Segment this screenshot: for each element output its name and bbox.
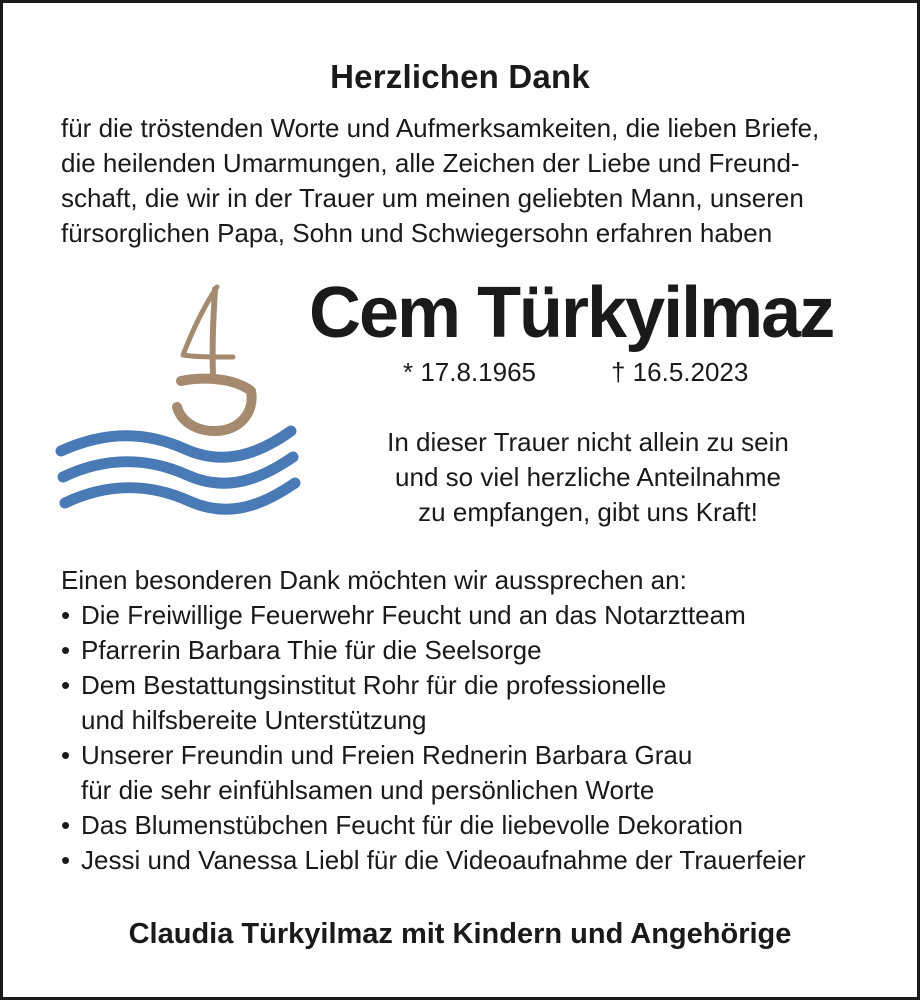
verse <box>333 425 843 530</box>
bullet: • <box>61 600 71 630</box>
sailboat-waves-icon <box>55 281 305 521</box>
list-item <box>61 738 806 808</box>
death-date: † 16.5.2023 <box>611 357 749 387</box>
waves-icon <box>61 431 295 509</box>
list-item-text: Die Freiwillige Feuerwehr Feucht und an das Notarztteam <box>81 600 746 630</box>
list-item <box>61 808 806 843</box>
bullet: • <box>61 810 71 840</box>
intro-line: fürsorglichen Papa, Sohn und Schwiegersohn erfahren haben <box>61 218 773 248</box>
thanks-list <box>61 598 806 878</box>
heading: Herzlichen Dank <box>330 58 590 95</box>
list-item-text: Jessi und Vanessa Liebl für die Videoaufnahme der Trauerfeier <box>81 845 806 875</box>
list-item-text: Das Blumenstübchen Feucht für die liebevolle Dekoration <box>81 810 743 840</box>
deceased-name: Cem Türkyilmaz <box>309 273 834 353</box>
signature: Claudia Türkyilmaz mit Kindern und Angehörige <box>128 918 792 950</box>
bullet: • <box>61 670 71 700</box>
verse-line: und so viel herzliche Anteilnahme <box>395 462 781 492</box>
bullet: • <box>61 845 71 875</box>
list-item-text: Dem Bestattungsinstitut Rohr für die professionelle <box>81 670 667 700</box>
intro-line: schaft, die wir in der Trauer um meinen geliebten Mann, unseren <box>61 183 804 213</box>
birth-date: * 17.8.1965 <box>403 357 537 387</box>
verse-line: In dieser Trauer nicht allein zu sein <box>387 427 789 457</box>
bullet: • <box>61 635 71 665</box>
intro-line: für die tröstenden Worte und Aufmerksamkeiten, die lieben Briefe, <box>61 113 820 143</box>
list-item-text: und hilfsbereite Unterstützung <box>81 705 427 735</box>
intro-text <box>61 111 861 251</box>
list-item <box>61 598 806 633</box>
thanks-title: Einen besonderen Dank möchten wir aussprechen an: <box>61 565 687 595</box>
verse-line: zu empfangen, gibt uns Kraft! <box>418 497 758 527</box>
list-item-text: Unserer Freundin und Freien Rednerin Barbara Grau <box>81 740 693 770</box>
bullet: • <box>61 740 71 770</box>
list-item <box>61 843 806 878</box>
intro-line: die heilenden Umarmungen, alle Zeichen der Liebe und Freund- <box>61 148 800 178</box>
list-item <box>61 668 806 738</box>
sailboat-icon <box>177 287 252 431</box>
list-item <box>61 633 806 668</box>
list-item-text: für die sehr einfühlsamen und persönlichen Worte <box>81 775 655 805</box>
list-item-text: Pfarrerin Barbara Thie für die Seelsorge <box>81 635 542 665</box>
